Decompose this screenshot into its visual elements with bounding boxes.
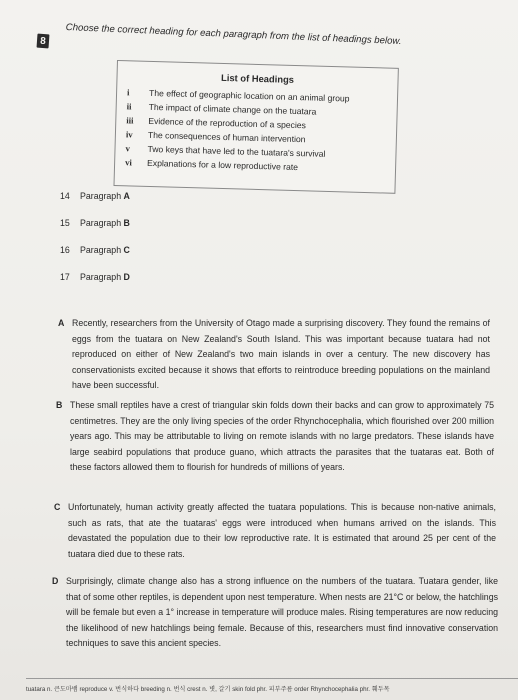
paragraph-b: B These small reptiles have a crest of triangular skin folds down their backs and can grow to approximately 75 centimetres. They are the only living species of the order Rhynchocephalia, which flourished over 200 million years ago. This may be attributable to living on remote islands with no large predators. These islands have large seabird populations that produce guano, which attracts the parasites that the tuataras eat. Both of these factors allowed them to flourish for hundreds of millions of years. [56, 400, 494, 473]
paragraph-a: A Recently, researchers from the University of Otago made a surprising discovery. They found the remains of eggs from the tuatara on New Zealand's South Island. This was important because tuatara had not reproduced on either of New Zealand's two main islands in over a century. The new discovery has conservationists excited because it shows that efforts to reintroduce breeding populations on the mainland have been successful. [58, 318, 490, 391]
list-of-headings-box [113, 60, 398, 194]
heading-item: v Two keys that have led to the tuatara's survival [125, 143, 326, 159]
instruction-text: Choose the correct heading for each paragraph from the list of headings below. [65, 22, 402, 48]
heading-item: iii Evidence of the reproduction of a species [126, 115, 307, 131]
heading-item: iv The consequences of human intervention [125, 129, 306, 145]
heading-item: vi Explanations for a low reproductive rate [125, 157, 299, 173]
heading-item: i The effect of geographic location on an animal group [126, 87, 350, 104]
headings-title: List of Headings [220, 71, 295, 85]
heading-item: ii The impact of climate change on the tuatara [126, 101, 317, 117]
question-17[interactable]: 17 Paragraph D [60, 272, 130, 282]
paragraph-d: D Surprisingly, climate change also has a strong influence on the numbers of the tuatara. Tuatara gender, like that of some other reptiles, is dependent upon nest temperature. When nests are 21°C or below, the hatchlings will be female but even a 1° increase in temperature will produce males. Rising temperatures are now reducing the likelihood of new hatchlings being female. Because of this, researchers must find innovative conservation techniques to save this ancient species. [52, 576, 498, 649]
paragraph-c: C Unfortunately, human activity greatly affected the tuatara populations. This is because non-native animals, such as rats, that ate the tuataras' eggs were introduced when humans arrived on the islands. This devastated the population due to their low reproductive rate. It is estimated that around 25 per cent of the tuatara died due to these rats. [54, 502, 496, 559]
question-16[interactable]: 16 Paragraph C [60, 245, 130, 255]
question-number-badge: 8 [37, 34, 50, 49]
footer-divider [26, 678, 518, 679]
question-14[interactable]: 14 Paragraph A [60, 191, 130, 201]
vocabulary-glossary: tuatara n. 큰도마뱀 reproduce v. 번식하다 breeding n. 번식 crest n. 볏, 갈기 skin fold phr. 피부주름 order Rhynchocephalia phr. 훼두목 [26, 686, 390, 693]
question-15[interactable]: 15 Paragraph B [60, 218, 130, 228]
